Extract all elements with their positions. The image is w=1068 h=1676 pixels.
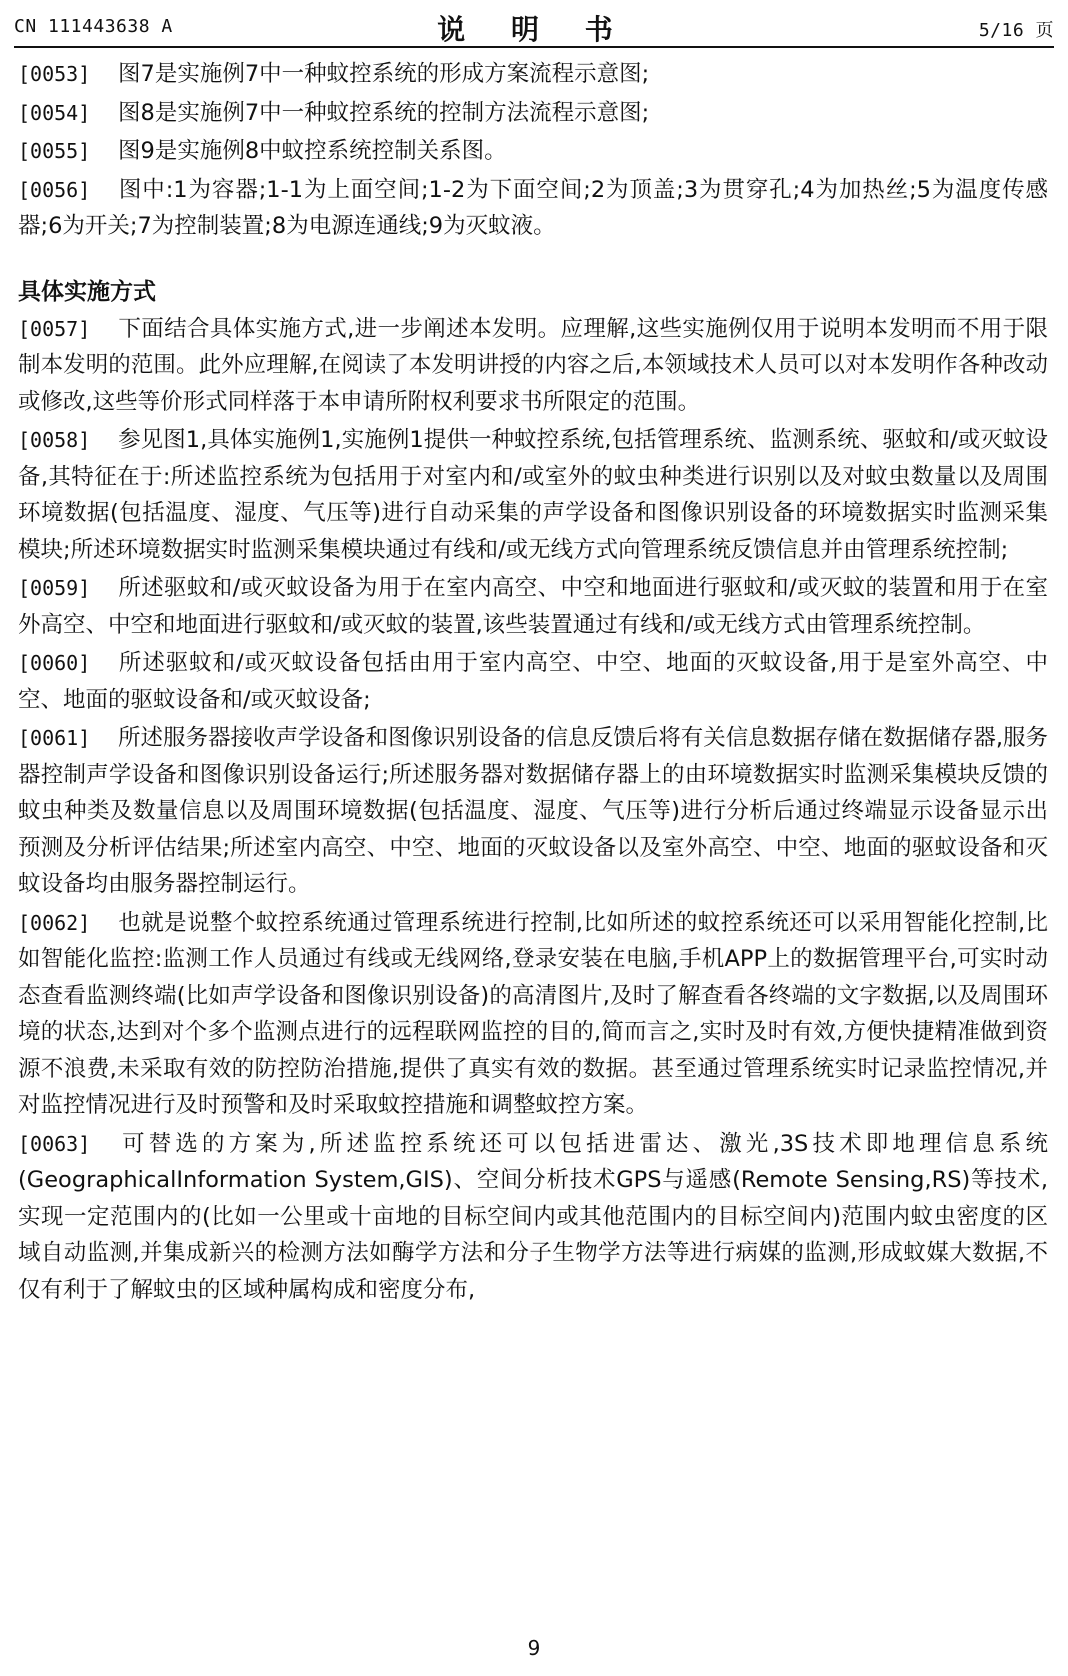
paragraph: [18, 422, 1048, 568]
paragraph-number: [0055]: [18, 139, 91, 163]
paragraph-number: [0059]: [18, 576, 91, 600]
paragraph-number: [0061]: [18, 726, 91, 750]
paragraph-number: [0062]: [18, 910, 91, 935]
section-heading: 具体实施方式: [18, 278, 156, 305]
header-divider: [14, 46, 1054, 48]
paragraph-number: [0063]: [18, 1131, 91, 1156]
paragraph-text: 下面结合具体实施方式,进一步阐述本发明。应理解,这些实施例仅用于说明本发明而不用于限制本发明的范围。此外应理解,在阅读了本发明讲授的内容之后,本领域技术人员可以对本发明作各种改动或修改,这些等价形式同样落于本申请所附权利要求书所限定的范围。: [18, 315, 1048, 415]
paragraph-text: 所述服务器接收声学设备和图像识别设备的信息反馈后将有关信息数据存储在数据储存器,服务器控制声学设备和图像识别设备运行;所述服务器对数据储存器上的由环境数据实时监测采集模块反馈的蚊虫种类及数量信息以及周围环境数据(包括温度、湿度、气压等)进行分析后通过终端显示设备显示出预测及分析评估结果;所述室内高空、中空、地面的灭蚊设备以及室外高空、中空、地面的驱蚊设备和灭蚊设备均由服务器控制运行。: [18, 725, 1048, 897]
paragraph-number: [0060]: [18, 651, 91, 675]
intro-paragraphs: [18, 56, 1048, 245]
document-title: 说 明 书: [437, 13, 631, 46]
patent-number: CN 111443638 A: [14, 16, 173, 37]
page-header: [14, 8, 1054, 44]
paragraph-number: [0058]: [18, 428, 91, 452]
paragraph: [18, 570, 1048, 643]
paragraph-text: 所述驱蚊和/或灭蚊设备包括由用于室内高空、中空、地面的灭蚊设备,用于是室外高空、中空、地面的驱蚊设备和/或灭蚊设备;: [18, 650, 1048, 713]
paragraph-number: [0056]: [18, 177, 91, 202]
document-body: [18, 56, 1048, 1310]
paragraph-text: 图8是实施例7中一种蚊控系统的控制方法流程示意图;: [118, 99, 650, 126]
paragraph: [18, 1126, 1048, 1309]
paragraph: [18, 172, 1048, 245]
main-paragraphs: [18, 311, 1048, 1309]
paragraph-number: [0054]: [18, 100, 91, 125]
paragraph: [18, 56, 1048, 93]
paragraph: [18, 645, 1048, 718]
paragraph-text: 图中:1为容器;1-1为上面空间;1-2为下面空间;2为顶盖;3为贯穿孔;4为加热丝;5为温度传感器;6为开关;7为控制装置;8为电源连通线;9为灭蚊液。: [18, 176, 1048, 239]
paragraph: [18, 311, 1048, 421]
paragraph: [18, 720, 1048, 903]
paragraph-text: 参见图1,具体实施例1,实施例1提供一种蚊控系统,包括管理系统、监测系统、驱蚊和/或灭蚊设备,其特征在于:所述监控系统为包括用于对室内和/或室外的蚊虫种类进行识别以及对蚊虫数量以及周围环境数据(包括温度、湿度、气压等)进行自动采集的声学设备和图像识别设备的环境数据实时监测采集模块;所述环境数据实时监测采集模块通过有线和/或无线方式向管理系统反馈信息并由管理系统控制;: [18, 427, 1048, 563]
paragraph-text: 可替选的方案为,所述监控系统还可以包括进雷达、激光,3S技术即地理信息系统(GeographicalInformation System,GIS)、空间分析技术GPS与遥感(Remote Sensing,RS)等技术,实现一定范围内的(比如一公里或十亩地的目标空间内或其他范围内的目标空间内)范围内蚊虫密度的区域自动监测,并集成新兴的检测方法如酶学方法和分子生物学方法等进行病媒的监测,形成蚊媒大数据,不仅有利于了解蚊虫的区域种属构成和密度分布,: [18, 1130, 1048, 1303]
page-footer: [0, 1636, 1068, 1660]
paragraph: [18, 133, 1048, 170]
paragraph-text: 图7是实施例7中一种蚊控系统的形成方案流程示意图;: [118, 61, 650, 87]
page-number: 9: [527, 1636, 541, 1660]
paragraph-text: 也就是说整个蚊控系统通过管理系统进行控制,比如所述的蚊控系统还可以采用智能化控制,比如智能化监控:监测工作人员通过有线或无线网络,登录安装在电脑,手机APP上的数据管理平台,可实时动态查看监测终端(比如声学设备和图像识别设备)的高清图片,及时了解查看各终端的文字数据,以及周围环境的状态,达到对个多个监测点进行的远程联网监控的目的,简而言之,实时及时有效,方便快捷精准做到资源不浪费,未采取有效的防控防治措施,提供了真实有效的数据。甚至通过管理系统实时记录监控情况,并对监控情况进行及时预警和及时采取蚊控措施和调整蚊控方案。: [18, 909, 1048, 1118]
page-counter: 5/16 页: [978, 20, 1054, 41]
paragraph-text: 图9是实施例8中蚊控系统控制关系图。: [118, 138, 507, 164]
paragraph-number: [0053]: [18, 62, 91, 86]
paragraph: [18, 95, 1048, 132]
paragraph-number: [0057]: [18, 316, 91, 341]
paragraph-text: 所述驱蚊和/或灭蚊设备为用于在室内高空、中空和地面进行驱蚊和/或灭蚊的装置和用于在室外高空、中空和地面进行驱蚊和/或灭蚊的装置,该些装置通过有线和/或无线方式由管理系统控制。: [18, 575, 1048, 638]
paragraph: [18, 905, 1048, 1124]
